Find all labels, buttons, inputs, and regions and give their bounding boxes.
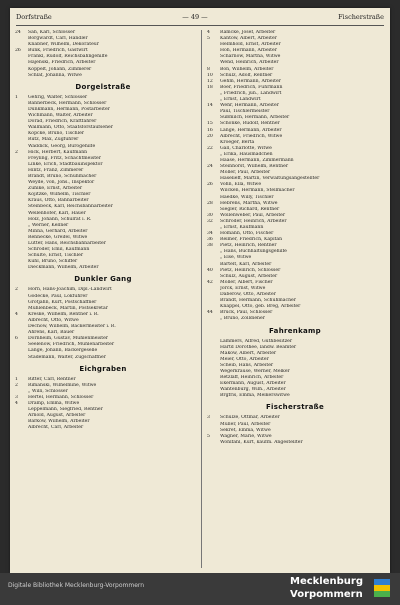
resident-entry: Jorck, Ernst, Witwe (220, 285, 266, 291)
resident-entry: Horn, Hans-Joachim, Dipl.-Landwirt (28, 287, 112, 293)
resident-entry: Ramcke, Josef, Arbeiter (220, 30, 276, 35)
house-number: 4 (15, 400, 18, 406)
resident-entry: Pietz, Heinrich, Schlosser (220, 267, 281, 273)
resident-entry: Schröder, Emil, Kaufmann (28, 247, 90, 253)
resident-entry: „ Else, Witwe (220, 255, 252, 261)
house-number: 4 (207, 30, 210, 35)
resident-entry: Bartelt, Karl, Arbeiter (220, 261, 272, 267)
resident-entry: Möller, Albert, Fischer (220, 279, 273, 285)
resident-entry: Boer, Friedrich, Fuhrmann (220, 84, 283, 90)
resident-entry: Haselieff, Martin, Verwaltungsangestellter (220, 176, 320, 182)
house-number: 12 (207, 78, 213, 84)
resident-entry: Wichmann, Walter, Arbeiter (28, 113, 93, 119)
house-number: 5 (207, 36, 210, 42)
resident-entry: Schulze, Ottmar, Arbeiter (220, 415, 280, 421)
resident-entry: Hebrens, Martha, Witwe (220, 200, 278, 206)
footer-source: Digitale Bibliothek Mecklenburg-Vorpommern (8, 582, 145, 589)
house-number: 28 (207, 200, 213, 206)
directory-entry (15, 265, 191, 271)
house-number: 16 (207, 127, 213, 133)
house-number: 38 (207, 243, 213, 249)
resident-entry: Wend, Heinrich, Arbeiter (220, 60, 279, 66)
house-number: 6 (15, 336, 18, 342)
resident-entry: Hertel, Hermann, Schlosser (28, 394, 94, 400)
street-heading: Dunkler Gang (74, 275, 132, 284)
resident-entry: Kraus, Otto, Bahnarbeiter (28, 198, 89, 204)
column-divider (201, 30, 202, 568)
resident-entry: Gall, Charlotte, Witwe (220, 145, 272, 151)
house-number: 24 (207, 164, 213, 170)
resident-entry: Müller, Paul, Arbeiter (220, 421, 271, 427)
resident-entry: Barkow, Wilhelm, Arbeiter (28, 419, 90, 425)
resident-entry: Ritter, Carl, Rentner (28, 376, 76, 382)
house-number: 44 (207, 310, 213, 316)
resident-entry: Kantow, Albert, Arbeiter (220, 36, 277, 42)
resident-entry: Scheib, Hans, Arbeiter (220, 362, 274, 368)
resident-entry: Lutter, Hans, Reichsbahnarbeiter (28, 241, 106, 246)
logo-line-1: Mecklenburg (290, 576, 364, 587)
resident-entry: Paul, Tischlermeister (220, 109, 270, 115)
resident-entry: Wollenweber, Paul, Arbeiter (220, 212, 286, 218)
resident-entry: Kühl, Bruno, Schiffer (28, 259, 78, 265)
resident-entry: Gehrig, Walter, Schlosser (28, 94, 88, 100)
header-right: Fischerstraße (338, 13, 384, 21)
house-number: 15 (207, 121, 213, 127)
resident-entry: Brgfris, Emma, Melkerswitwe (220, 393, 290, 399)
resident-entry: Kroeger, Berta (220, 139, 255, 145)
house-number: 34 (207, 231, 213, 237)
house-number (15, 73, 28, 79)
house-number: 32 (207, 218, 213, 224)
street-heading: Fischerstraße (265, 403, 325, 412)
resident-entry: Dornheim, Gustav, Mühlenmeister (28, 336, 108, 342)
street-heading: Fahrenkamp (269, 326, 321, 335)
house-number: 1 (15, 94, 18, 100)
house-number: 2 (15, 287, 18, 293)
resident-entry: Mühlenbeck, Martin, Postsekretär (28, 305, 108, 311)
house-number: 2 (15, 382, 18, 388)
resident-entry: „ Werner, Kellner (28, 222, 69, 228)
header-left: Dorfstraße (16, 13, 52, 21)
left-column (15, 30, 191, 431)
house-number: 40 (207, 267, 213, 273)
resident-entry: Brück, Paul, Schlosser (220, 310, 273, 316)
resident-entry: Wagner, Marie, Witwe (220, 433, 272, 439)
resident-entry: Siegler, Richard, Rentner (220, 206, 280, 212)
resident-entry: Schönke, Rudolf, Rentner (220, 121, 280, 127)
house-number: 26 (207, 182, 213, 188)
running-header (16, 13, 384, 26)
house-number: 8 (207, 66, 210, 72)
house-number (207, 393, 220, 399)
resident-entry: Gödecke, Paul, Lokführer (28, 293, 88, 299)
house-number: 5 (207, 433, 210, 439)
resident-entry: Knappel, Otto, geb. Breg, Arbeiter (220, 304, 301, 310)
resident-entry: Rennecke, Greifel, Witwe (28, 234, 88, 240)
house-number (207, 440, 220, 446)
resident-entry: Ahrens, Karl, Bauer (28, 330, 75, 336)
resident-entry: Dunkmann, Hermann, Postarbeiter (28, 106, 110, 112)
directory-entry (207, 440, 383, 446)
resident-entry: Hajenski, Friedrich, Arbeiter (28, 60, 96, 66)
directory-entry (15, 355, 191, 361)
resident-entry: Wohlfahl, Kurt, kaufm. Angestellter (220, 439, 303, 445)
resident-entry: Reimer, Friedrich, Kapitän (220, 237, 283, 243)
resident-entry: Hintz, Franz, Zimmerer (28, 167, 84, 173)
resident-entry: „ Willi, Schlosser (28, 388, 68, 394)
directory-entry (207, 393, 383, 399)
house-number: 2 (15, 149, 18, 155)
house-number: 22 (207, 145, 213, 151)
resident-entry: Ekermann, August, Arbeiter (220, 381, 286, 387)
resident-entry: Sekret, Emma, Witwe (220, 427, 271, 433)
resident-entry: Wallmann, Otto, Staatsforstaufseher (28, 125, 113, 131)
resident-entry: Albrecht, Otto, Witwe (28, 317, 79, 323)
resident-entry: Bunk, Friedrich, Gastwirt (28, 48, 88, 54)
resident-entry: Homann, Otto, Fischer (220, 231, 274, 237)
resident-entry: Kopcke, Bruno, Tischler (28, 131, 84, 137)
house-number: 14 (207, 103, 213, 109)
resident-entry: Daberow, Otto, Arbeiter (220, 292, 276, 298)
resident-entry: Dramp, Emma, Witwe (28, 400, 80, 406)
resident-entry: Sah, Karl, Schlosser (28, 30, 76, 35)
resident-entry: Wantenburg, Wilh., Arbeiter (220, 387, 286, 393)
house-number: 10 (207, 72, 213, 78)
resident-entry: Schlaf, Johanna, Witwe (28, 72, 82, 78)
resident-entry: „ Hans, Buchhaltungsgehilfe (220, 249, 287, 255)
house-number: 42 (207, 279, 213, 285)
resident-entry: Brandt, Bruno, Schuhmacher (28, 173, 97, 179)
resident-entry: Süßmilch, Hermann, Arbeiter (220, 115, 290, 121)
resident-entry: Freyling, Fritz, Schachtmeister (28, 155, 101, 161)
house-number: 30 (207, 212, 213, 218)
resident-entry: Wilcken, Hermann, Stellmacher (220, 188, 295, 194)
page-number: — 49 — (182, 13, 208, 21)
resident-entry: Pietz, Heinrich, Rentner (220, 243, 277, 249)
resident-entry: Leppelmann, Siegfried, Rentner (28, 407, 103, 413)
resident-entry: Schröder, Heinrich, Arbeiter (220, 218, 287, 224)
directory-page (10, 8, 390, 573)
house-number: 1 (15, 376, 18, 382)
resident-entry: „ Erika, Hausmädchen (220, 151, 273, 157)
resident-entry: Schulz, August, Arbeiter (220, 273, 278, 279)
house-number: 20 (207, 133, 213, 139)
directory-entry (15, 425, 191, 431)
resident-entry: Retzlaff, Heinrich, Arbeiter (220, 375, 284, 381)
resident-entry: Meier, Otto, Arbeiter (220, 356, 269, 362)
house-number: 36 (207, 237, 213, 243)
house-number: 26 (15, 48, 21, 54)
street-heading: Dorgelstraße (75, 82, 131, 91)
resident-entry: „ Ernst, Kaufmann (220, 225, 264, 230)
resident-entry: „ Friedrich, jun., Landwirt (220, 90, 282, 96)
resident-entry: Möller, Paul, Arbeiter (220, 170, 271, 176)
street-heading: Eichgraben (79, 364, 127, 373)
resident-entry: Dechow, Wilhelm, Bäckermeister i. R. (28, 324, 116, 330)
resident-entry: Grotjahn, Kurt, Postschaffner (28, 299, 97, 305)
resident-entry: Helmhold, Ernst, Arbeiter (220, 42, 281, 48)
house-number: 3 (207, 415, 210, 421)
resident-entry: „ Ernst, Landwirt (220, 97, 261, 103)
resident-entry: Wellenhöfer, Karl, Hauer (28, 210, 86, 216)
flag-icon (374, 579, 390, 597)
resident-entry: Lange, Johann, Bäckergeselle (28, 348, 98, 354)
house-number (207, 316, 220, 322)
resident-entry: Wehr, Hermann, Arbeiter (220, 103, 279, 109)
resident-entry: Linke, Erich, Stadtbauinspektor (28, 161, 103, 167)
resident-entry: Schulte, Ernst, Tischler (28, 253, 84, 259)
resident-entry: Kojitzke, Wilhelm, Tischler (28, 192, 91, 198)
resident-entry: Haase, Hermann, Zimmermann (220, 157, 294, 163)
house-number (15, 355, 28, 361)
resident-entry: Kreske, Wilhelm, Rentner i. R. (28, 311, 99, 317)
house-number: 3 (15, 394, 18, 400)
resident-entry: Dorad, Friedrich, Kraftfahrer (28, 119, 97, 125)
resident-entry: Hartd Dorothee, landw. Beamter (220, 344, 297, 350)
resident-entry: Knabner, Wilhelm, Dekorateur (28, 42, 99, 48)
resident-entry: Dieckmann, Wilhelm, Arbeiter (28, 265, 99, 271)
resident-entry: Schulz, Adolf, Rentner (220, 72, 273, 78)
resident-entry: Lammers, Alfred, Guthbesitzer (220, 338, 293, 344)
resident-entry: Vohn, Ella, Witwe (220, 182, 262, 188)
resident-entry: Haedke, Willy, Tischler (220, 194, 274, 200)
resident-entry: Minna, Gerhard, Arbeiter (28, 228, 88, 234)
directory-entry (15, 73, 191, 79)
resident-entry: Bon, Wilhelm, Arbeiter (220, 66, 274, 72)
resident-entry: Albrecht, Carl, Arbeiter (28, 425, 84, 431)
mv-logo[interactable] (290, 576, 390, 602)
resident-entry: Rimanski, Wilhelmine, Witwe (28, 382, 97, 388)
resident-entry: Steinbeck, Karl, Reichsbahnarbeiter (28, 204, 113, 210)
logo-line-2: Vorpommern (290, 589, 363, 600)
resident-entry: Brandt, Hermann, Schuhmacher (220, 298, 296, 304)
resident-entry: Holz, Johann, Schulrat i. R. (28, 216, 92, 222)
resident-entry: Bannerbeck, Hermann, Schlosser (28, 100, 107, 106)
resident-entry: Scharnow, Martha, Witwe (220, 54, 281, 60)
resident-entry: Weyde, von, Johs., Inspektor (28, 180, 95, 186)
resident-entry: Makow, Albert, Arbeiter (220, 350, 277, 356)
footer-bar (0, 573, 400, 605)
house-number: 24 (15, 30, 21, 35)
resident-entry: Steinhorst, Wilhelm, Rentner (220, 164, 289, 170)
resident-entry: Hick, Herbert, Kaufmann (28, 149, 88, 155)
resident-entry: Borgwardt, Carl, Händler (28, 36, 88, 42)
house-number (15, 265, 28, 271)
directory-entry (207, 316, 383, 322)
resident-entry: Albrecht, Friedrich, Witwe (220, 133, 283, 139)
right-column (207, 30, 383, 446)
resident-entry: Stademann, Walter, Zugschaffner (28, 354, 106, 360)
resident-entry: „ Bruno, Zolldiener (220, 316, 265, 322)
resident-entry: Lange, Hermann, Arbeiter (220, 127, 282, 133)
house-number: 4 (15, 311, 18, 317)
resident-entry: Zühlke, Ernst, Arbeiter (28, 186, 83, 192)
resident-entry: Waddick, Georg, Bürogehilfe (28, 143, 96, 149)
resident-entry: Koppelt, Johann, Zimmerer (28, 66, 92, 72)
house-number: 18 (207, 84, 213, 90)
resident-entry: Seelenow, Friedrich, Mühlenarbeiter (28, 342, 115, 348)
resident-entry: Wegerkrause, Werner, Melker (220, 368, 290, 374)
resident-entry: Rutz, Max, Zugführer (28, 137, 79, 143)
resident-entry: Gehm, Hermann, Arbeiter (220, 78, 281, 84)
resident-entry: Hoh, Hermann, Arbeiter (220, 48, 277, 54)
resident-entry: Arnold, August, Arbeiter (28, 413, 86, 419)
house-number (15, 425, 28, 431)
resident-entry: Frankl, Rudolf, Reichsbahngehilfe (28, 54, 108, 60)
